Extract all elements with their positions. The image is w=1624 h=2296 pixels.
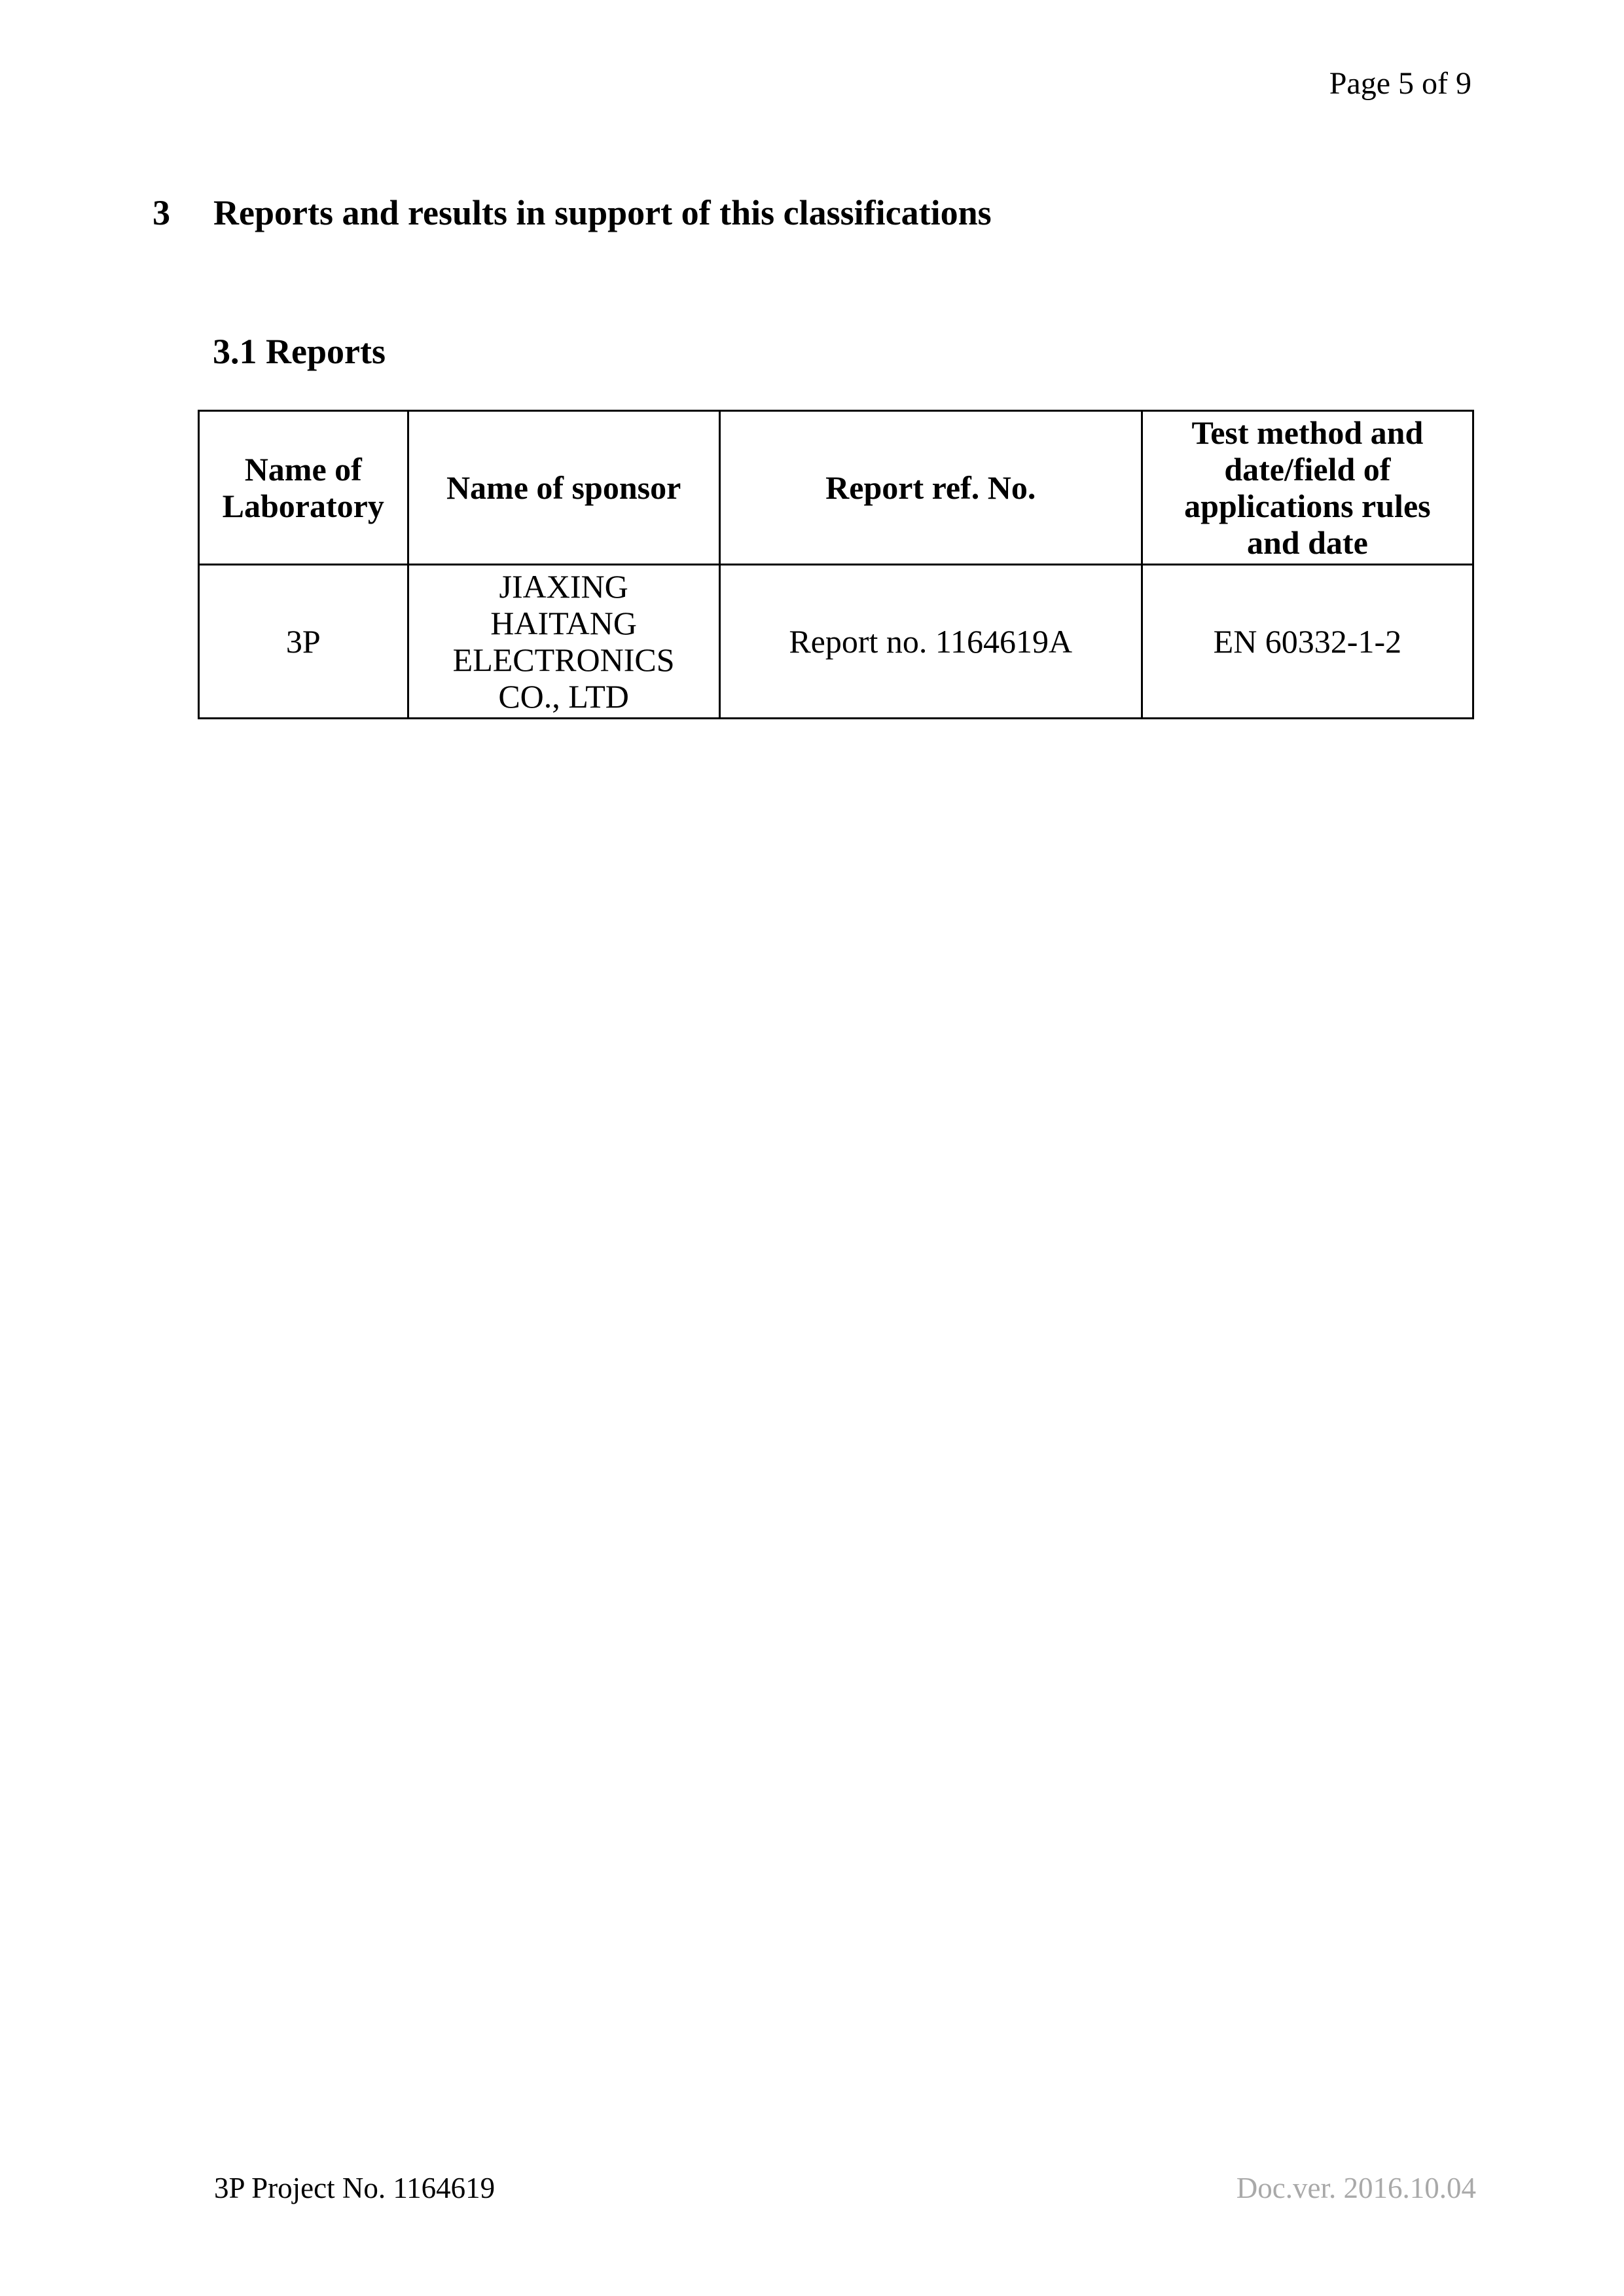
cell-sponsor: JIAXING HAITANG ELECTRONICS CO., LTD xyxy=(408,565,719,719)
header-row xyxy=(199,411,1473,565)
reports-table xyxy=(198,410,1474,719)
cell-report-ref: Report no. 1164619A xyxy=(719,565,1142,719)
page-footer xyxy=(214,2172,1476,2206)
reports-table-header xyxy=(199,411,1473,565)
cell-test-method: EN 60332-1-2 xyxy=(1142,565,1473,719)
subsection-heading: 3.1 Reports xyxy=(213,332,386,371)
footer-project-number: 3P Project No. 1164619 xyxy=(214,2172,496,2204)
section-title: Reports and results in support of this classifications xyxy=(213,193,992,232)
column-header-laboratory: Name of Laboratory xyxy=(199,411,408,565)
column-header-test-method: Test method and date/field of applications rules and date xyxy=(1142,411,1473,565)
footer-doc-version: Doc.ver. 2016.10.04 xyxy=(1236,2172,1476,2204)
page-number: Page 5 of 9 xyxy=(1329,66,1471,101)
reports-table-body xyxy=(199,565,1473,719)
cell-laboratory: 3P xyxy=(199,565,408,719)
column-header-sponsor: Name of sponsor xyxy=(408,411,719,565)
section-heading xyxy=(153,192,992,233)
table-row xyxy=(199,565,1473,719)
section-number: 3 xyxy=(153,193,170,232)
column-header-report-ref: Report ref. No. xyxy=(719,411,1142,565)
